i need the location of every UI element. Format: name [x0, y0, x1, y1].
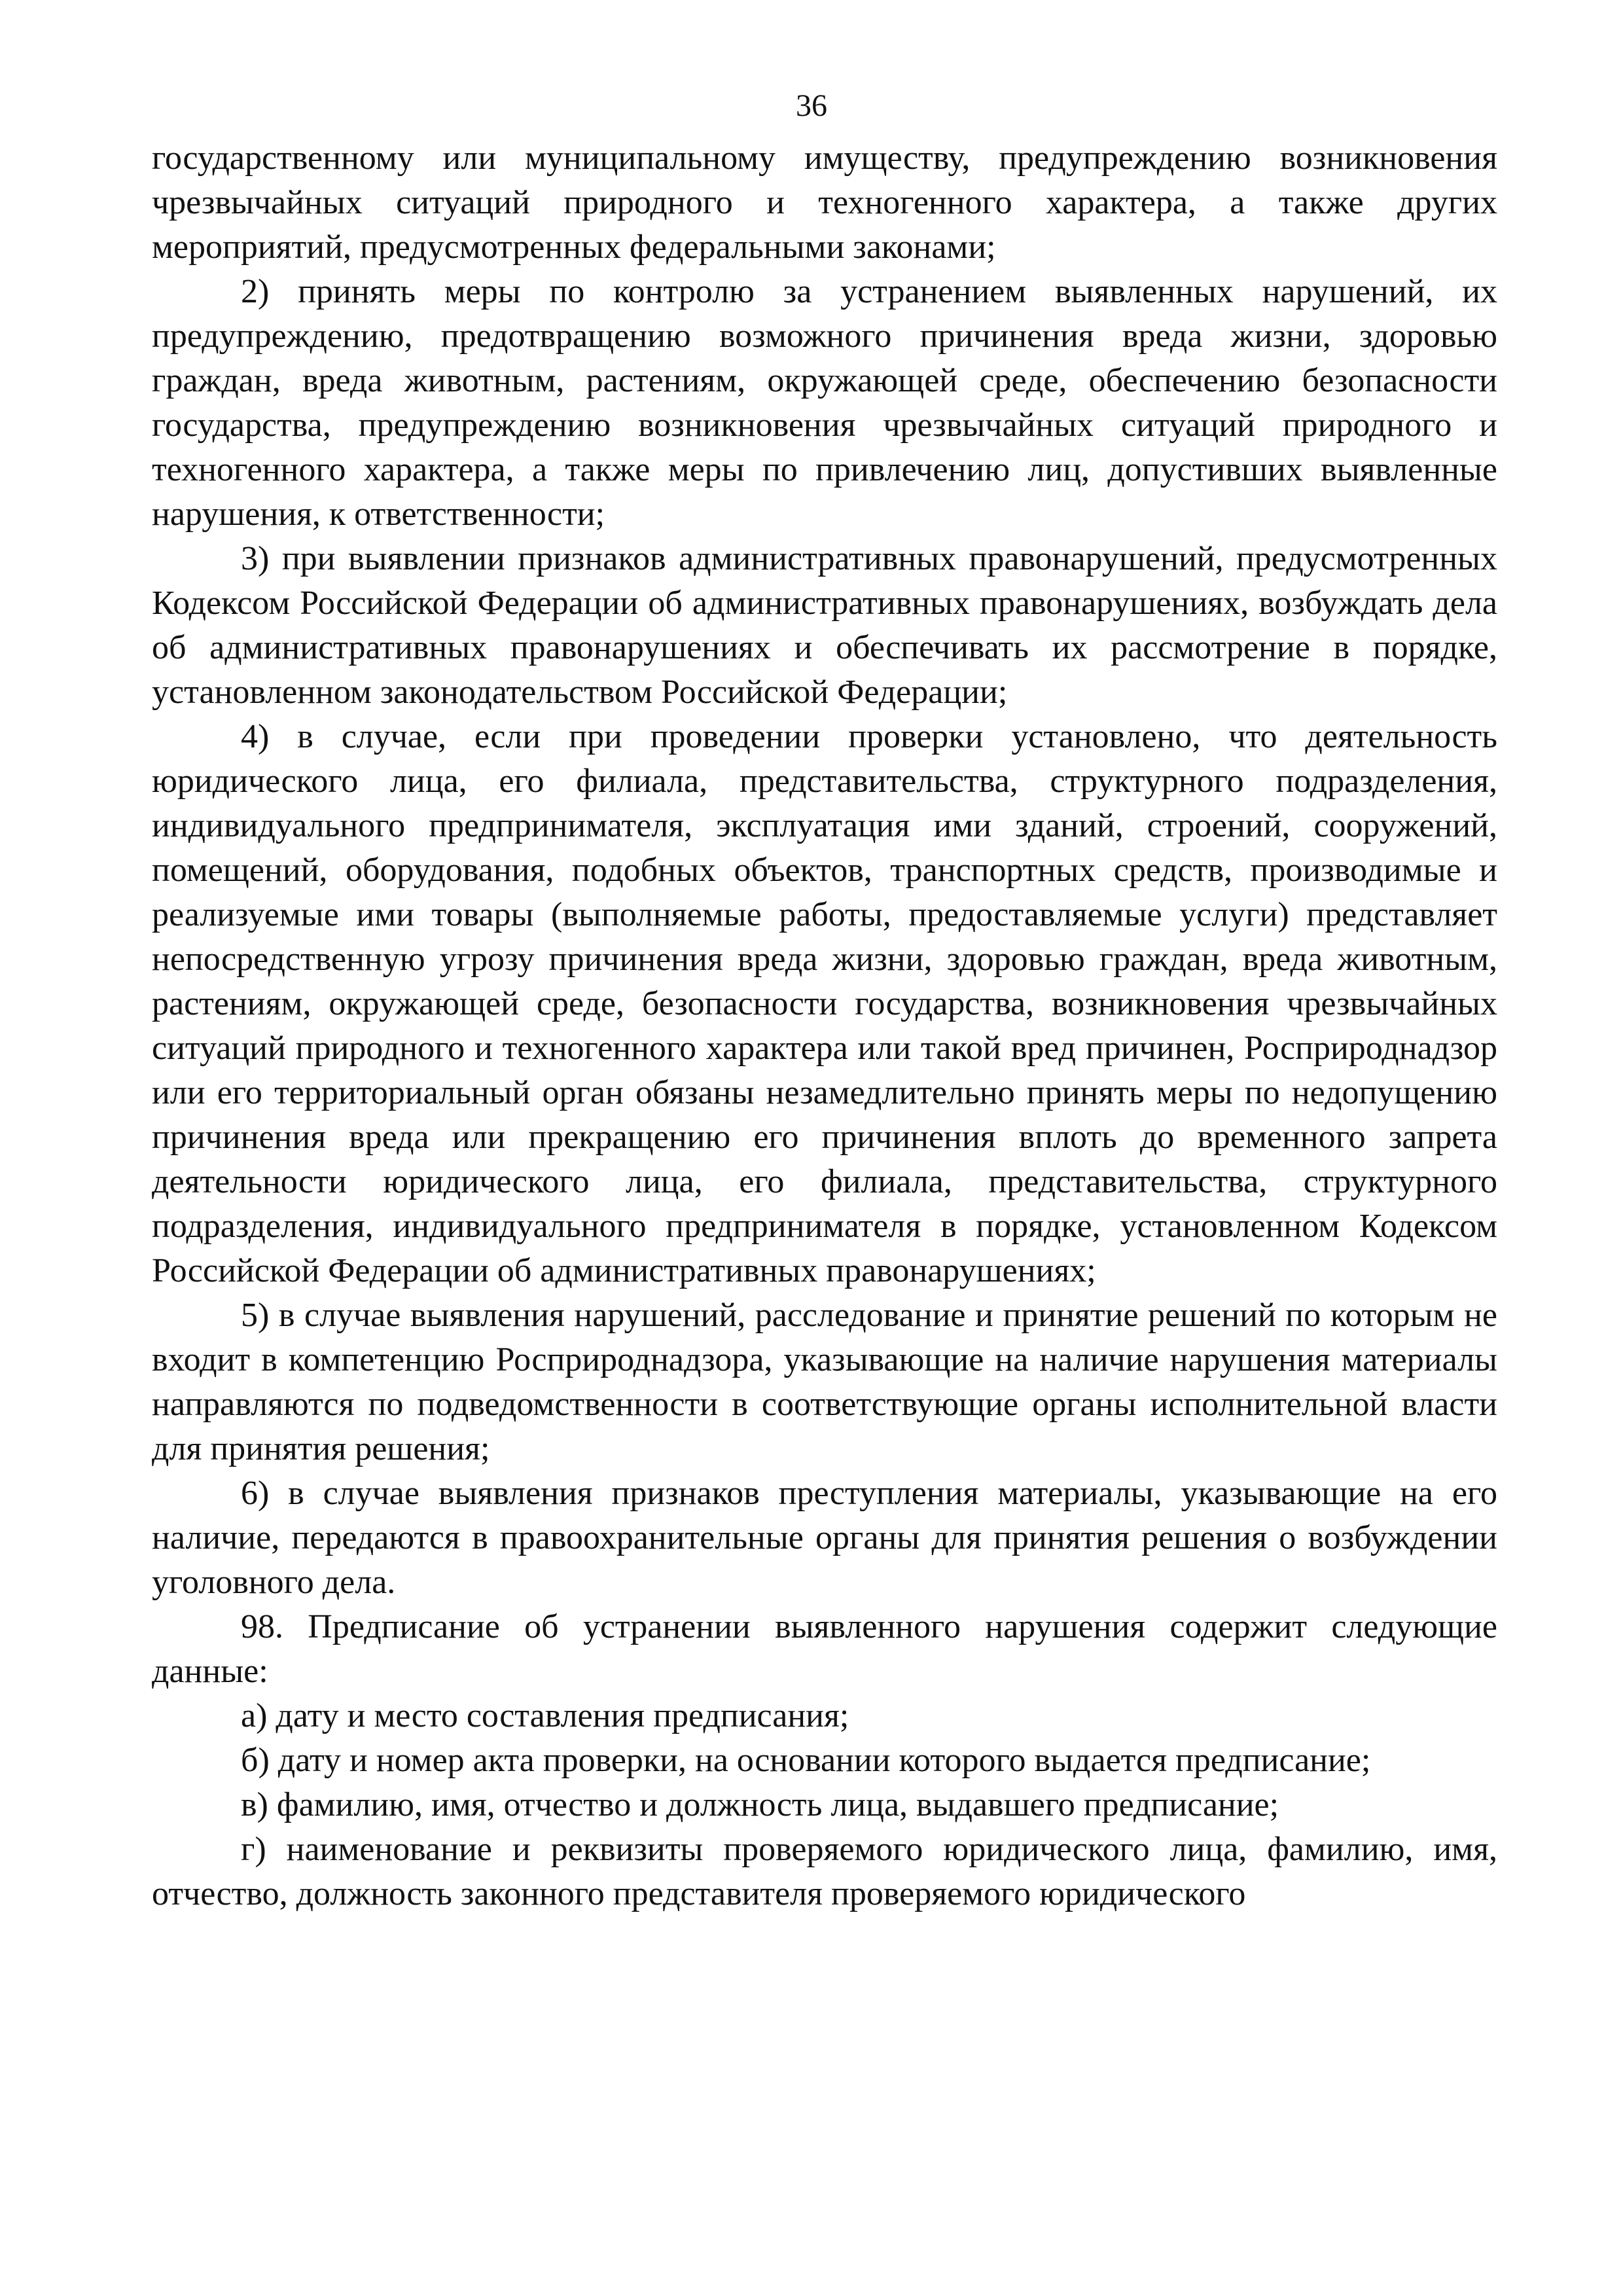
paragraph-item-2: 2) принять меры по контролю за устранением выявленных нарушений, их предупреждению, предотвращению возможного причинения вреда жизни, здоровью граждан, вреда животным, растениям, окружающей среде, обеспечению безопасности государства, предупреждению возникновения чрезвычайных ситуаций природного и техногенного характера, а также меры по привлечению лиц, допустивших выявленные нарушения, к ответственности; [152, 273, 1497, 533]
paragraph-subitem-a: а) дату и место составления предписания; [241, 1697, 849, 1734]
paragraph-item-5: 5) в случае выявления нарушений, расследование и принятие решений по которым не входит в компетенцию Росприроднадзора, указывающие на наличие нарушения материалы направляются по подведомственности в соответствующие органы исполнительной власти для принятия решения; [152, 1297, 1497, 1467]
paragraph-subitem-g: г) наименование и реквизиты проверяемого юридического лица, фамилию, имя, отчество, должность законного представителя проверяемого юридического [152, 1831, 1497, 1912]
paragraph-subitem-v: в) фамилию, имя, отчество и должность лица, выдавшего предписание; [241, 1786, 1279, 1823]
page-number: 36 [796, 88, 827, 123]
document-body [152, 136, 1497, 1916]
paragraph-item-4: 4) в случае, если при проведении проверки установлено, что деятельность юридического лица, его филиала, представительства, структурного подразделения, индивидуального предпринимателя, эксплуатация ими зданий, строений, сооружений, помещений, оборудования, подобных объектов, транспортных средств, производимые и реализуемые ими товары (выполняемые работы, предоставляемые услуги) представляет непосредственную угрозу причинения вреда жизни, здоровью граждан, вреда животным, растениям, окружающей среде, безопасности государства, возникновения чрезвычайных ситуаций природного и техногенного характера или такой вред причинен, Росприроднадзор или его территориальный орган обязаны незамедлительно принять меры по недопущению причинения вреда или прекращению его причинения вплоть до временного запрета деятельности юридического лица, его филиала, представительства, структурного подразделения, индивидуального предпринимателя в порядке, установленном Кодексом Российской Федерации об административных правонарушениях; [152, 718, 1497, 1289]
paragraph-section-98: 98. Предписание об устранении выявленного нарушения содержит следующие данные: [152, 1608, 1497, 1690]
paragraph-subitem-b: б) дату и номер акта проверки, на основании которого выдается предписание; [241, 1742, 1371, 1779]
paragraph-item-6: 6) в случае выявления признаков преступления материалы, указывающие на его наличие, передаются в правоохранительные органы для принятия решения о возбуждении уголовного дела. [152, 1475, 1497, 1601]
paragraph-item-3: 3) при выявлении признаков административных правонарушений, предусмотренных Кодексом Российской Федерации об административных правонарушениях, возбуждать дела об административных правонарушениях и обеспечивать их рассмотрение в порядке, установленном законодательством Российской Федерации; [152, 540, 1497, 711]
paragraph-continuation: государственному или муниципальному имуществу, предупреждению возникновения чрезвычайных ситуаций природного и техногенного характера, а также других мероприятий, предусмотренных федеральными законами; [152, 139, 1497, 266]
